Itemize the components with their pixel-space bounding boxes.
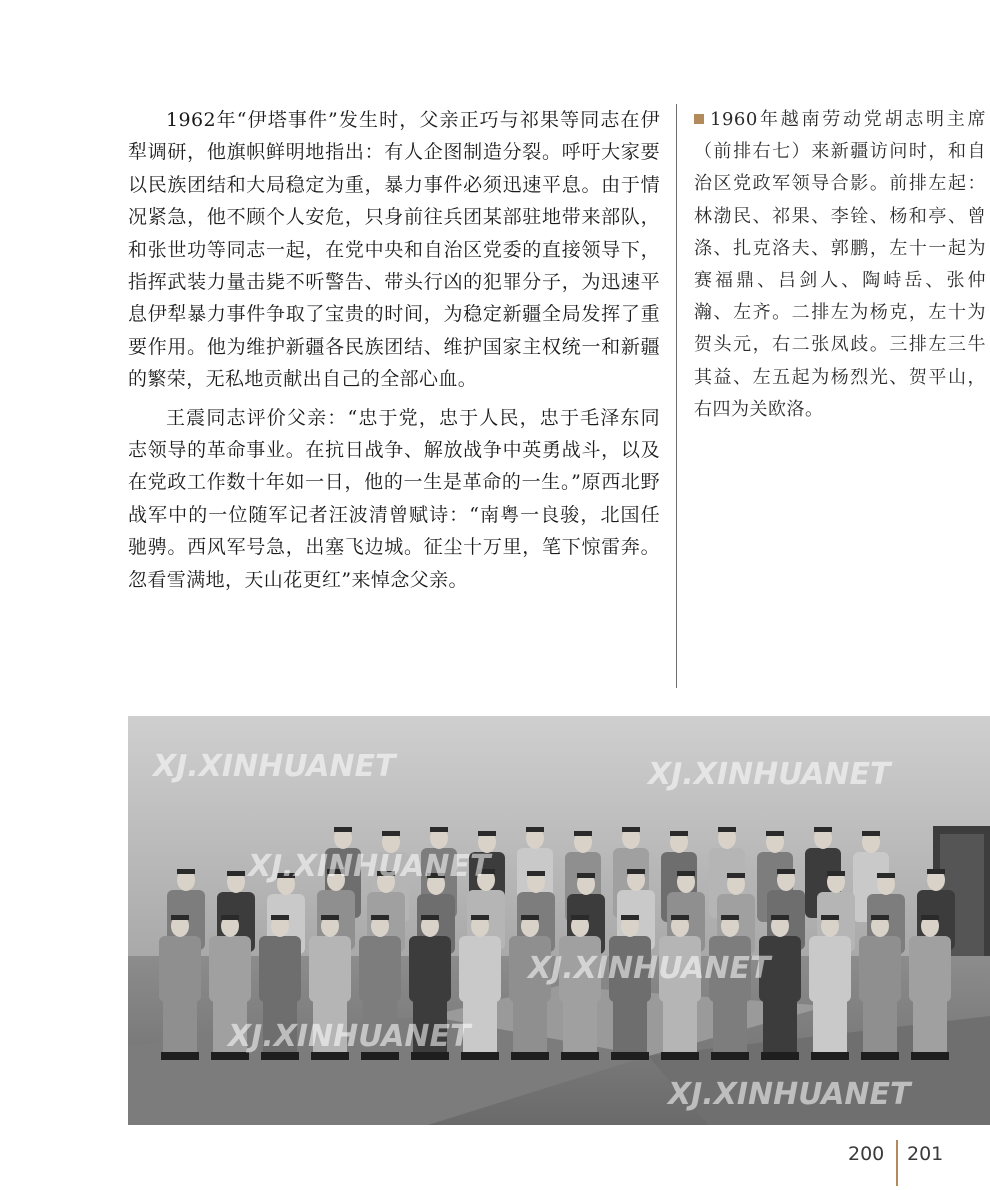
photo-person: [709, 915, 751, 1060]
watermark-text: XJ.XINHUANET: [248, 849, 491, 884]
group-photo: [128, 716, 990, 1125]
caption-text: 1960年越南劳动党胡志明主席（前排右七）来新疆访问时，和自治区党政军领导合影。前排左起：林渤民、祁果、李铨、杨和亭、曾涤、扎克洛夫、郭鹏，左十一起为赛福鼎、吕剑人、陶峙岳、张仲瀚、左齐。二排左为杨克，左十为贺头元，右二张凤歧。三排左三牛其益、左五起为杨烈光、贺平山，右四为关欧洛。: [694, 109, 986, 420]
column-divider: [676, 104, 677, 688]
watermark-text: XJ.XINHUANET: [228, 1019, 471, 1054]
page-number-left: 200: [848, 1143, 885, 1165]
photo-person: [859, 915, 901, 1060]
photo-person: [509, 915, 551, 1060]
article-paragraph-1: 1962年“伊塔事件”发生时，父亲正巧与祁果等同志在伊犁调研，他旗帜鲜明地指出：有人企图制造分裂。呼吁大家要以民族团结和大局稳定为重，暴力事件必须迅速平息。由于情况紧急，他不顾个人安危，只身前往兵团某部驻地带来部队，和张世功等同志一起，在党中央和自治区党委的直接领导下，指挥武装力量击毙不听警告、带头行凶的犯罪分子，为迅速平息伊犁暴力事件争取了宝贵的时间，为稳定新疆全局发挥了重要作用。他为维护新疆各民族团结、维护国家主权统一和新疆的繁荣，无私地贡献出自己的全部心血。: [128, 109, 660, 391]
photo-person: [609, 915, 651, 1060]
article-paragraph-2: 王震同志评价父亲：“忠于党，忠于人民，忠于毛泽东同志领导的革命事业。在抗日战争、解放战争中英勇战斗，以及在党政工作数十年如一日，他的一生是革命的一生。”原西北野战军中的一位随军记者汪波清曾赋诗：“南粤一良骏，北国任驰骋。西风军号急，出塞飞边城。征尘十万里，笔下惊雷奔。忽看雪满地，天山花更红”来悼念父亲。: [128, 406, 660, 591]
article-body: [128, 104, 660, 602]
page-numbers: [820, 1140, 970, 1180]
photo-person: [759, 915, 801, 1060]
photo-person: [559, 915, 601, 1060]
watermark-text: XJ.XINHUANET: [528, 951, 771, 986]
caption-bullet-icon: [694, 114, 704, 124]
watermark-text: XJ.XINHUANET: [153, 749, 396, 784]
page-number-separator: [896, 1140, 898, 1186]
photo-person: [659, 915, 701, 1060]
photo-person: [809, 915, 851, 1060]
photo-person: [159, 915, 201, 1060]
page-number-right: 201: [907, 1143, 944, 1165]
group-photo-image: [128, 716, 990, 1125]
watermark-text: XJ.XINHUANET: [668, 1077, 911, 1112]
photo-caption: [694, 104, 986, 426]
photo-person: [909, 915, 951, 1060]
watermark-text: XJ.XINHUANET: [648, 757, 891, 792]
